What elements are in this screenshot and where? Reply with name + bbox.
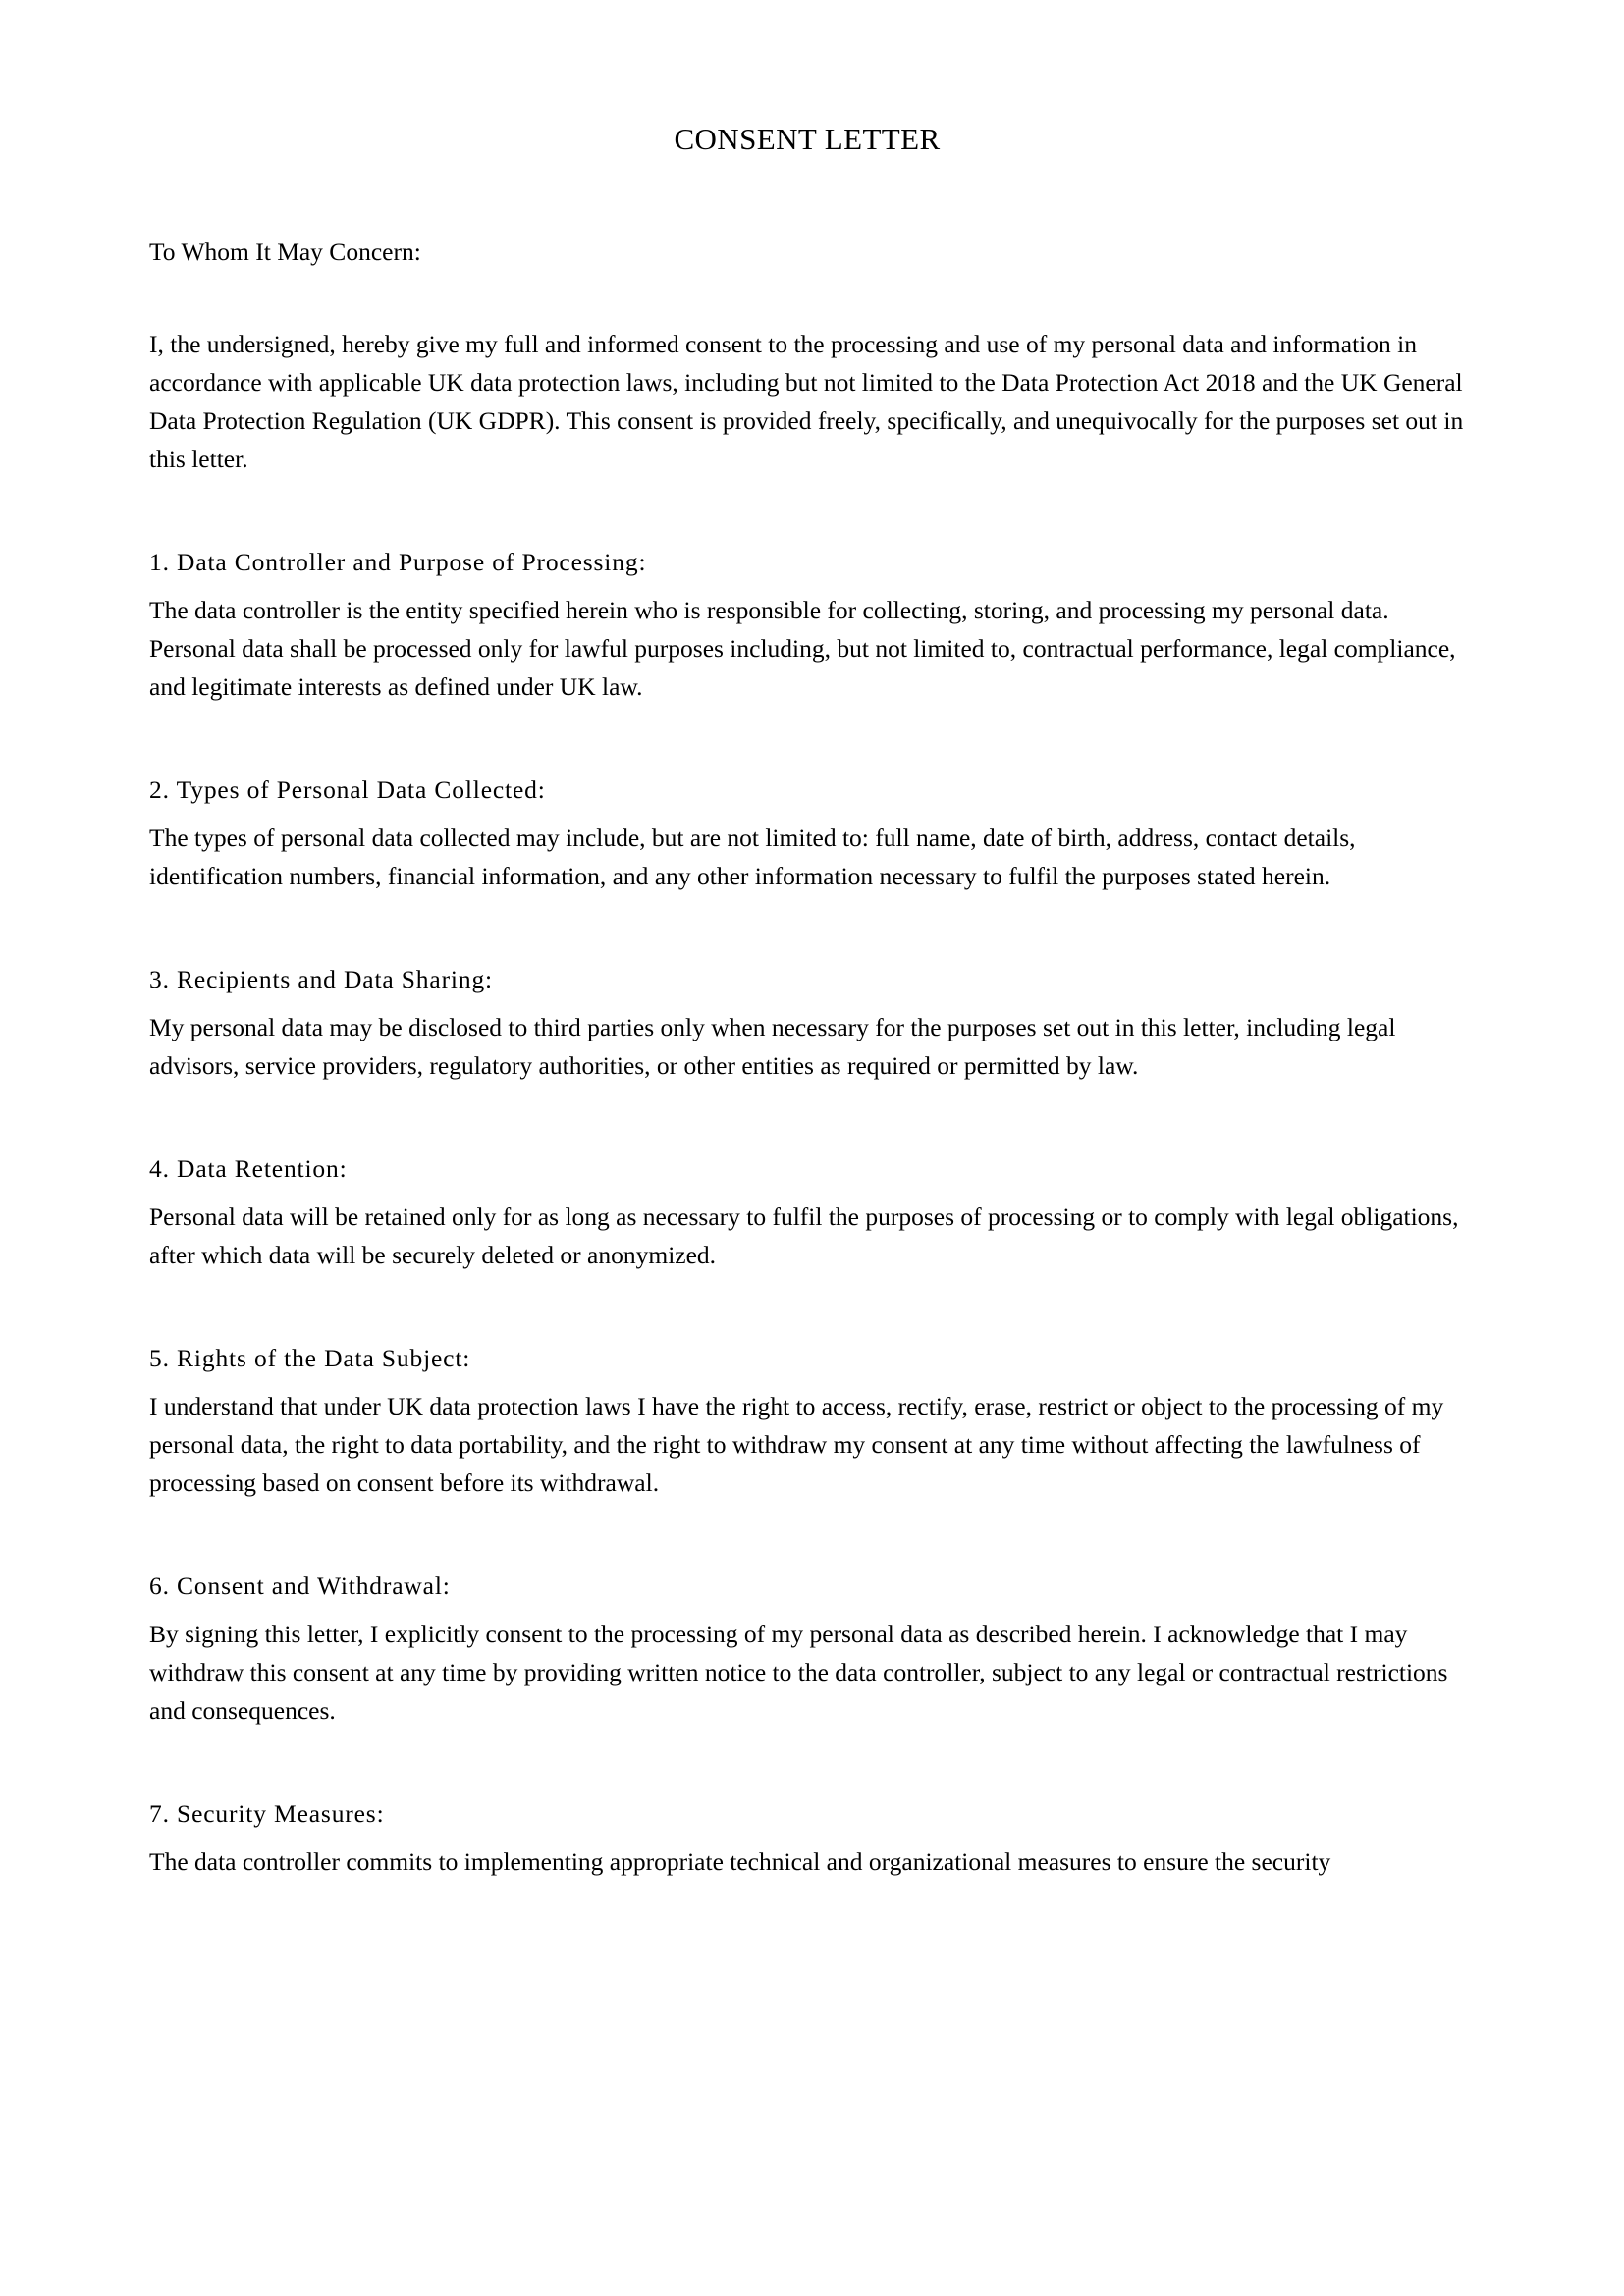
section-3 <box>149 895 1465 1085</box>
section-7 <box>149 1730 1465 1881</box>
section-4-body: Personal data will be retained only for as long as necessary to fulfil the purposes of processing or to comply with legal obligations, after which data will be securely deleted or anonymized. <box>149 1202 1459 1269</box>
section-1-body: The data controller is the entity specified herein who is responsible for collecting, storing, and processing my personal data. Personal data shall be processed only for lawful purposes including, but not limited to, contractual performance, legal compliance, and legitimate interests as defined under UK law. <box>149 596 1456 701</box>
page-title: CONSENT LETTER <box>674 122 941 156</box>
section-5-body: I understand that under UK data protection laws I have the right to access, rectify, erase, restrict or object to the processing of my personal data, the right to data portability, and the right to withdraw my consent at any time without affecting the lawfulness of processing based on consent before its withdrawal. <box>149 1392 1444 1497</box>
section-2-body: The types of personal data collected may include, but are not limited to: full name, date of birth, address, contact details, identification numbers, financial information, and any other information necessary to fulfil the purposes stated herein. <box>149 824 1356 890</box>
section-6-body: By signing this letter, I explicitly consent to the processing of my personal data as described herein. I acknowledge that I may withdraw this consent at any time by providing written notice to the data controller, subject to any legal or contractual restrictions and consequences. <box>149 1620 1448 1725</box>
section-3-heading: 3. Recipients and Data Sharing: <box>149 965 493 993</box>
section-6 <box>149 1502 1465 1730</box>
section-4-heading: 4. Data Retention: <box>149 1154 348 1183</box>
section-2 <box>149 706 1465 895</box>
section-5-heading: 5. Rights of the Data Subject: <box>149 1344 471 1372</box>
salutation: To Whom It May Concern: <box>149 238 421 266</box>
section-4 <box>149 1085 1465 1274</box>
intro-paragraph: I, the undersigned, hereby give my full and informed consent to the processing and use of my personal data and information in accordance with applicable UK data protection laws, including but not limited to the Data Protection Act 2018 and the UK General Data Protection Regulation (UK GDPR). This consent is provided freely, specifically, and unequivocally for the purposes set out in this letter. <box>149 330 1464 473</box>
section-3-body: My personal data may be disclosed to third parties only when necessary for the purposes set out in this letter, including legal advisors, service providers, regulatory authorities, or other entities as required or permitted by law. <box>149 1013 1396 1080</box>
document-body <box>149 0 1465 1881</box>
section-7-body: The data controller commits to implementing appropriate technical and organizational measures to ensure the security <box>149 1847 1331 1876</box>
section-7-heading: 7. Security Measures: <box>149 1799 385 1828</box>
section-1 <box>149 478 1465 706</box>
section-2-heading: 2. Types of Personal Data Collected: <box>149 775 546 804</box>
section-6-heading: 6. Consent and Withdrawal: <box>149 1572 451 1600</box>
section-1-heading: 1. Data Controller and Purpose of Processing: <box>149 548 647 576</box>
section-5 <box>149 1274 1465 1502</box>
